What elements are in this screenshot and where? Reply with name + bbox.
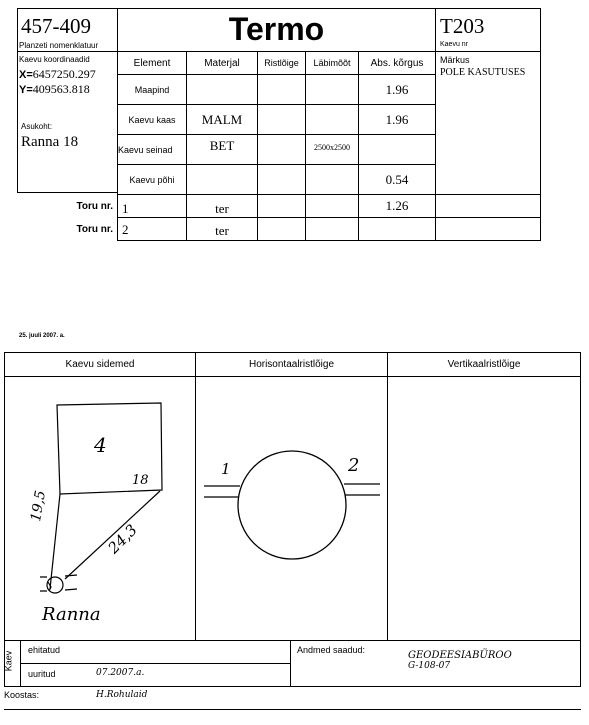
built-label: ehitatud: [28, 645, 61, 655]
row-element-label: Kaevu seinad: [118, 144, 173, 155]
col-header-material: Materjal: [204, 57, 240, 69]
pipe-height: 1.26: [385, 198, 409, 213]
pipe-right: [344, 484, 380, 495]
offset-line-left: [50, 494, 60, 589]
pipe-label: Toru nr.: [76, 200, 113, 212]
panel-title-vertical: Vertikaalristlõige: [447, 359, 521, 370]
pipe-material: ter: [215, 201, 229, 216]
col-header-diameter: Läbimõõt: [313, 58, 351, 68]
row-material-value: BET: [209, 138, 235, 153]
row-height-value: 1.96: [385, 111, 409, 127]
remarks-caption: Märkus: [440, 55, 470, 65]
surveyed-value: 07.2007.a.: [96, 668, 145, 678]
row-element-label: Kaevu kaas: [128, 114, 176, 125]
source-value: GEODEESIABÜROO: [408, 650, 512, 661]
row-element-label: Kaevu põhi: [129, 174, 175, 185]
y-label: Y=: [19, 84, 33, 96]
row-height-value: 0.54: [385, 171, 409, 187]
pipe-number: 1: [122, 201, 129, 216]
remarks-value: POLE KASUTUSES: [440, 67, 526, 78]
pipe-number: 2: [122, 222, 129, 237]
horizontal-section: [196, 377, 387, 639]
distance-diagonal-label: 24,3: [104, 520, 141, 558]
source-code: G-108-07: [408, 661, 451, 671]
y-coordinate: [19, 82, 90, 97]
x-label: X=: [19, 69, 33, 81]
pipe-label: Toru nr.: [76, 223, 113, 235]
date-note: 25. juuli 2007. a.: [19, 333, 65, 339]
sheet-caption: Planzeti nomenklatuur: [19, 41, 99, 50]
pipe-right-label: 2: [348, 455, 360, 476]
sheet-number: 457-409: [21, 14, 91, 38]
x-coordinate: [19, 67, 96, 82]
row-height-value: 1.96: [385, 81, 409, 97]
source-label: Andmed saadud:: [297, 645, 366, 655]
well-code: T203: [440, 14, 485, 38]
footer-side-label: Kaev: [3, 650, 14, 672]
x-value: 6457250.297: [32, 67, 96, 81]
well-circle: [238, 451, 346, 559]
building-label: 4: [94, 433, 107, 457]
col-header-element: Element: [133, 57, 171, 69]
corner-label: 18: [132, 473, 149, 488]
distance-left-label: 19,5: [28, 489, 50, 523]
pipe-left: [204, 486, 240, 497]
y-value: 409563.818: [32, 82, 90, 96]
row-diameter-value: 2500x2500: [314, 142, 350, 152]
row-element-label: Maapind: [134, 84, 170, 95]
author-label: Koostas:: [4, 690, 40, 700]
coords-caption: Kaevu koordinaadid: [19, 55, 90, 64]
row-material-value: MALM: [201, 111, 243, 127]
document-title: Termo: [228, 11, 325, 47]
panel-title-horizontal: Horisontaalristlõige: [248, 359, 335, 370]
author-value: H.Rohulaid: [96, 690, 148, 700]
surveyed-label: uuritud: [28, 669, 56, 679]
pipe-left-label: 1: [221, 460, 231, 478]
location-value: Ranna 18: [21, 134, 79, 150]
location-caption: Asukoht:: [21, 122, 53, 131]
panel-title-links: Kaevu sidemed: [65, 359, 135, 370]
well-caption: Kaevu nr: [440, 41, 469, 48]
col-header-height: Abs. kõrgus: [370, 57, 424, 69]
pipe-material: ter: [215, 223, 229, 238]
col-header-section: Ristlõige: [264, 58, 299, 68]
street-label: Ranna: [42, 604, 101, 625]
